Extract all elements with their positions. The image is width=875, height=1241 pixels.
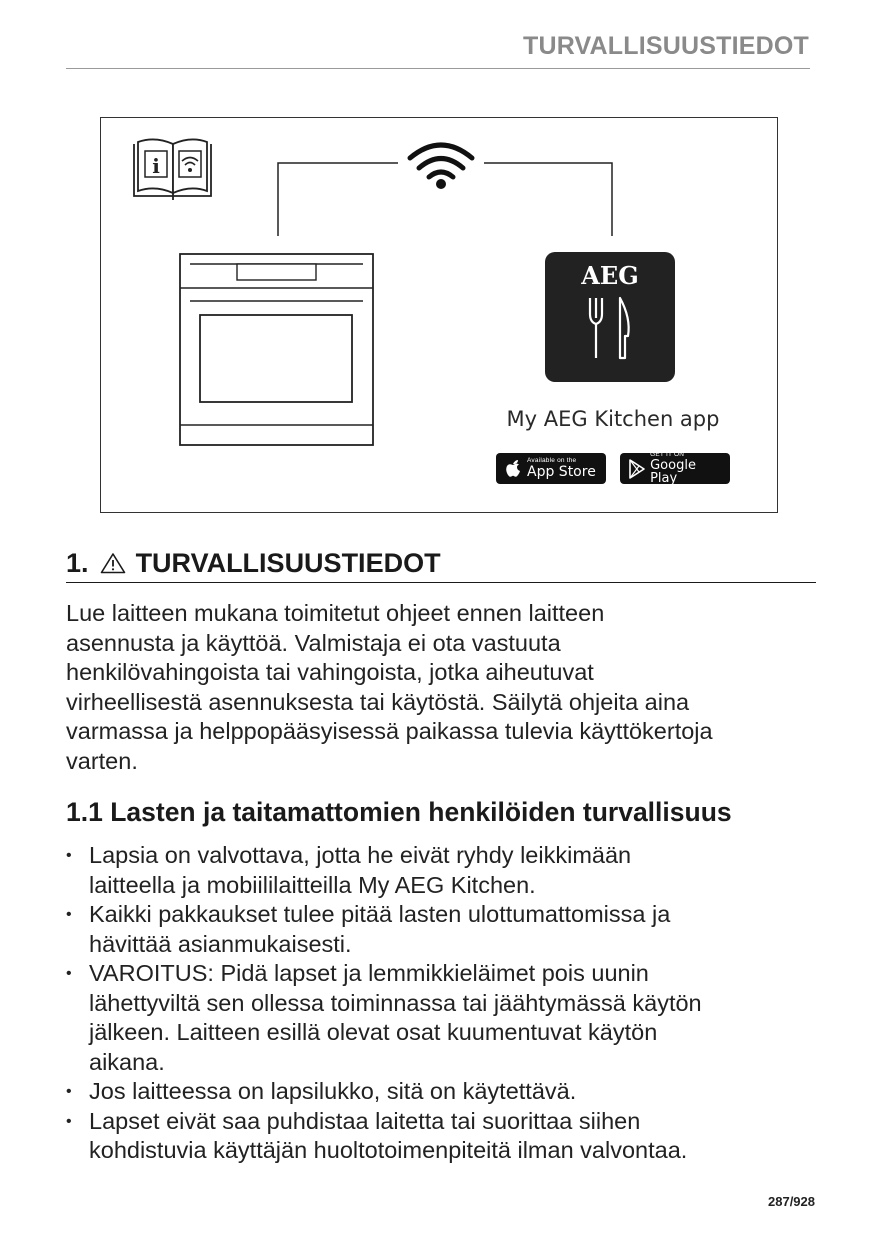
apple-icon <box>502 458 524 480</box>
bullet-dot: • <box>66 965 72 982</box>
app-store-badge[interactable] <box>496 453 606 484</box>
google-play-big-text: Google Play <box>650 457 696 486</box>
list-item <box>66 841 816 900</box>
play-icon <box>626 458 647 480</box>
page-number: 287/928 <box>768 1194 815 1209</box>
intro-line: varten. <box>66 747 138 774</box>
aeg-app-icon <box>545 252 675 382</box>
intro-line: asennusta ja käyttöä. Valmistaja ei ota vastuuta <box>66 629 561 656</box>
bullet-dot: • <box>66 1112 72 1130</box>
bullet-line: hävittää asianmukaisesti. <box>89 930 352 957</box>
aeg-logo-text: AEG <box>581 261 639 290</box>
oven-icon <box>180 254 373 445</box>
bullet-line: Lapset eivät saa puhdistaa laitetta tai suorittaa siihen <box>89 1107 641 1134</box>
manual-info-wifi-icon <box>134 139 211 200</box>
list-item <box>66 1077 816 1107</box>
list-item <box>66 1107 816 1166</box>
list-item <box>66 959 816 1077</box>
bullet-line: aikana. <box>89 1048 165 1075</box>
bullet-line: Lapsia on valvottava, jotta he eivät ryhdy leikkimään <box>89 842 632 868</box>
bullet-dot: • <box>66 906 72 923</box>
bullet-line: laitteella ja mobiililaitteilla My AEG Kitchen. <box>89 871 536 898</box>
google-play-badge[interactable] <box>620 453 730 484</box>
bullet-dot: • <box>66 847 72 864</box>
intro-line: henkilövahingoista tai vahingoista, jotka aiheutuvat <box>66 659 594 685</box>
intro-paragraph <box>66 599 816 776</box>
app-label: My AEG Kitchen app <box>506 407 720 431</box>
bullet-line: lähettyviltä sen ollessa toiminnassa tai jäähtymässä käytön <box>89 989 702 1016</box>
app-store-badge-text <box>527 458 596 479</box>
section-title-text: TURVALLISUUSTIEDOT <box>135 548 441 578</box>
app-store-big-text: App Store <box>527 463 596 480</box>
bullet-line: Jos laitteessa on lapsilukko, sitä on käytettävä. <box>89 1078 577 1104</box>
header-title: TURVALLISUUSTIEDOT <box>522 32 809 60</box>
bullet-dot: • <box>66 1083 72 1100</box>
header-rule <box>66 68 810 69</box>
svg-text:i: i <box>152 154 160 178</box>
app-store-small-text: Available on the <box>527 457 577 465</box>
section-title <box>66 548 441 581</box>
list-item <box>66 900 816 959</box>
intro-line: Lue laitteen mukana toimitetut ohjeet ennen laitteen <box>66 600 605 626</box>
bullet-line: Kaikki pakkaukset tulee pitää lasten ulottumattomissa ja <box>89 901 671 927</box>
section-rule <box>66 582 816 583</box>
intro-line: virheellisestä asennuksesta tai käytöstä. Säilytä ohjeita aina <box>66 688 690 715</box>
google-play-small-text: GET IT ON <box>650 451 685 459</box>
google-play-badge-text <box>650 452 724 485</box>
wifi-icon <box>410 145 472 189</box>
safety-bullet-list <box>66 841 816 1166</box>
intro-line: varmassa ja helppopääsyisessä paikassa tulevia käyttökertoja <box>66 718 713 744</box>
bullet-line: jälkeen. Laitteen esillä olevat osat kuumentuvat käytön <box>89 1019 658 1045</box>
subsection-title: 1.1 Lasten ja taitamattomien henkilöiden turvallisuus <box>66 797 732 827</box>
warning-icon <box>100 550 126 581</box>
connectivity-figure <box>100 117 778 513</box>
bullet-line: kohdistuvia käyttäjän huoltotoimenpiteitä ilman valvontaa. <box>89 1137 688 1163</box>
section-number: 1. <box>66 548 89 578</box>
bullet-line: VAROITUS: Pidä lapset ja lemmikkieläimet pois uunin <box>89 960 649 986</box>
